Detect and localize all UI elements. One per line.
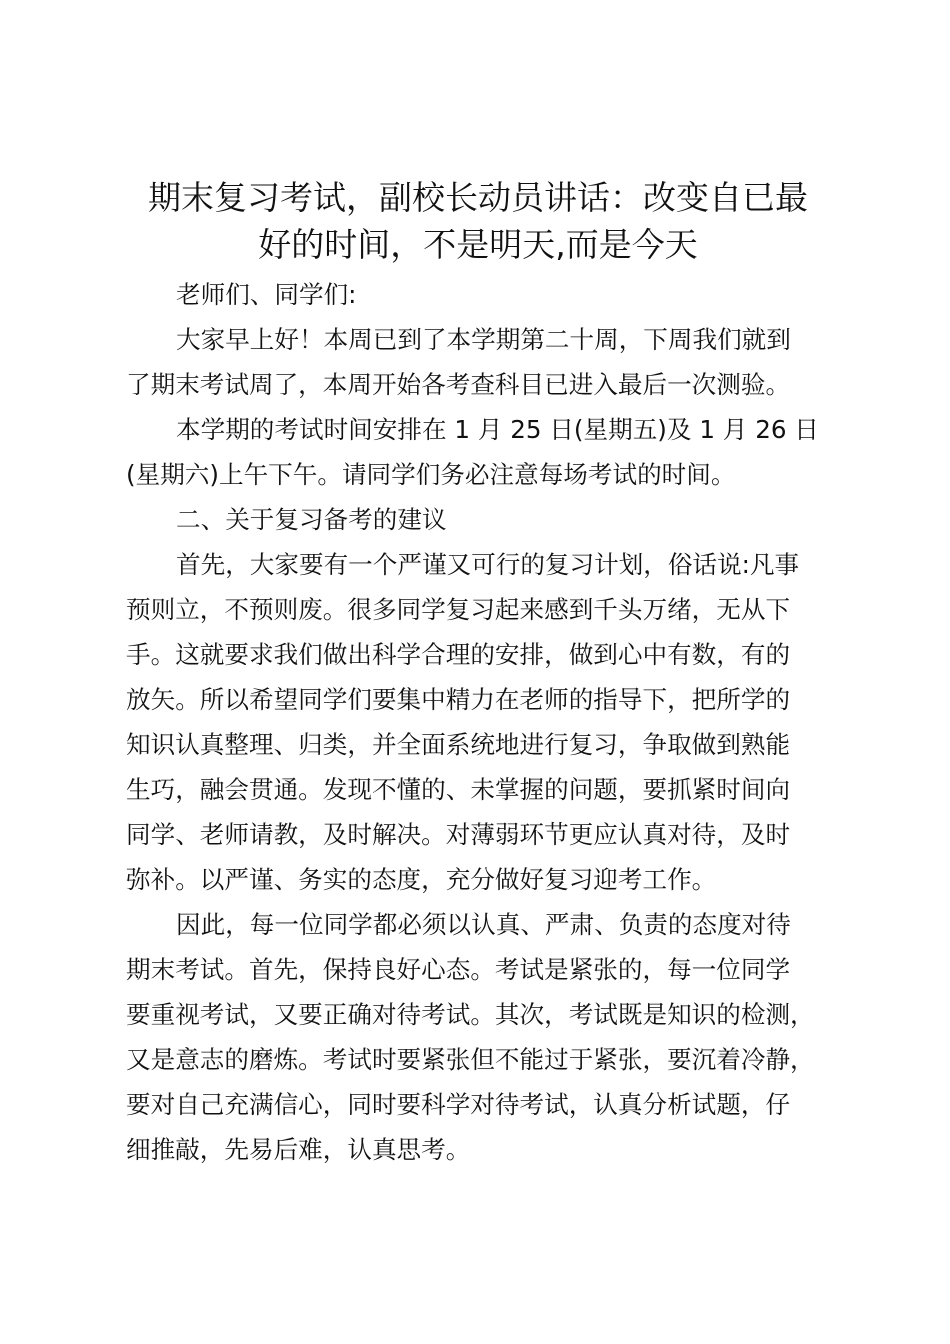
title-line: 期末复习考试，副校长动员讲话：改变自已最 bbox=[148, 178, 808, 217]
schedule-paragraph bbox=[126, 407, 830, 497]
document-page bbox=[126, 174, 830, 1172]
review-plan-paragraph bbox=[126, 542, 830, 902]
paragraph-line: 生巧，融会贯通。发现不懂的、未掌握的问题，要抓紧时间向 bbox=[126, 775, 791, 804]
paragraph-line: 知识认真整理、归类，并全面系统地进行复习，争取做到熟能 bbox=[126, 730, 791, 759]
paragraph-line: 大家早上好！本周已到了本学期第二十周，下周我们就到 bbox=[176, 325, 791, 354]
paragraph-line: 细推敲，先易后难，认真思考。 bbox=[126, 1135, 471, 1164]
paragraph-line: 弥补。以严谨、务实的态度，充分做好复习迎考工作。 bbox=[126, 865, 717, 894]
paragraph-line: (星期六)上午下午。请同学们务必注意每场考试的时间。 bbox=[126, 460, 736, 489]
paragraph-line: 放矢。所以希望同学们要集中精力在老师的指导下，把所学的 bbox=[126, 685, 791, 714]
document-body bbox=[126, 272, 830, 1172]
document-title bbox=[126, 174, 830, 268]
intro-paragraph bbox=[126, 317, 830, 407]
title-line: 好的时间，不是明天,而是今天 bbox=[258, 225, 698, 264]
paragraph-line: 本学期的考试时间安排在 1 月 25 日(星期五)及 1 月 26 日 bbox=[176, 415, 819, 444]
paragraph-line: 要对自己充满信心，同时要科学对待考试，认真分析试题，仔 bbox=[126, 1090, 791, 1119]
paragraph-line: 又是意志的磨炼。考试时要紧张但不能过于紧张，要沉着冷静， bbox=[126, 1045, 815, 1074]
paragraph-line: 老师们、同学们: bbox=[176, 280, 357, 309]
paragraph-line: 期末考试。首先，保持良好心态。考试是紧张的，每一位同学 bbox=[126, 955, 791, 984]
paragraph-line: 预则立，不预则废。很多同学复习起来感到千头万绪，无从下 bbox=[126, 595, 791, 624]
paragraph-line: 了期末考试周了，本周开始各考查科目已进入最后一次测验。 bbox=[126, 370, 791, 399]
greeting-paragraph bbox=[126, 272, 830, 317]
section-heading bbox=[126, 497, 830, 542]
paragraph-line: 二、关于复习备考的建议 bbox=[176, 505, 447, 534]
paragraph-line: 要重视考试，又要正确对待考试。其次，考试既是知识的检测， bbox=[126, 1000, 815, 1029]
paragraph-line: 同学、老师请教，及时解决。对薄弱环节更应认真对待，及时 bbox=[126, 820, 791, 849]
paragraph-line: 首先，大家要有一个严谨又可行的复习计划，俗话说:凡事 bbox=[176, 550, 800, 579]
paragraph-line: 手。这就要求我们做出科学合理的安排，做到心中有数，有的 bbox=[126, 640, 791, 669]
exam-attitude-paragraph bbox=[126, 902, 830, 1172]
paragraph-line: 因此，每一位同学都必须以认真、严肃、负责的态度对待 bbox=[176, 910, 791, 939]
